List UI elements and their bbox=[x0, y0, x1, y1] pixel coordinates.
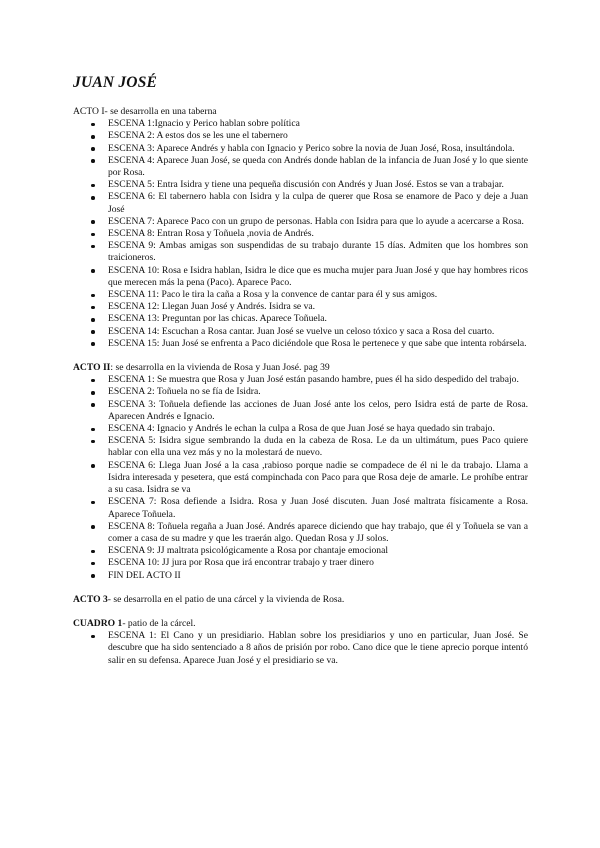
scene-item: ESCENA 3: Toñuela defiende las acciones de Juan José ante los celos, pero Isidra está de parte de Rosa. Aparecen Andrés e Ignacio. bbox=[73, 399, 528, 423]
acto-2-label: ACTO II bbox=[73, 362, 111, 374]
acto-3-label: ACTO 3 bbox=[73, 593, 108, 605]
acto-1-heading bbox=[73, 106, 528, 118]
acto-3-heading bbox=[73, 594, 528, 606]
scene-item: ESCENA 5: Entra Isidra y tiene una pequeña discusión con Andrés y Juan José. Estos se van a trabajar. bbox=[73, 179, 528, 191]
scene-item: ESCENA 4: Ignacio y Andrés le echan la culpa a Rosa de que Juan José se haya quedado sin trabajo. bbox=[73, 423, 528, 435]
scene-item: ESCENA 6: El tabernero habla con Isidra y la culpa de querer que Rosa se enamore de Paco y deje a Juan José bbox=[73, 191, 528, 215]
scene-item: ESCENA 6: Llega Juan José a la casa ,rabioso porque nadie se compadece de él ni le da trabajo. Llama a Isidra interesada y pesetera, que está compinchada con Paco para que Rosa deje de amarle. Le prohíbe entrar a su casa. Isidra se va bbox=[73, 460, 528, 497]
scene-item: ESCENA 10: JJ jura por Rosa que irá encontrar trabajo y traer dinero bbox=[73, 557, 528, 569]
cuadro-1-label: CUADRO 1 bbox=[73, 617, 123, 629]
acto-3-description: - se desarrolla en el patio de una cárcel y la vivienda de Rosa. bbox=[107, 593, 345, 605]
scene-item: ESCENA 3: Aparece Andrés y habla con Ignacio y Perico sobre la novia de Juan José, Rosa, insultándola. bbox=[73, 143, 528, 155]
scene-item: ESCENA 12: Llegan Juan José y Andrés. Isidra se va. bbox=[73, 301, 528, 313]
scene-item: ESCENA 8: Entran Rosa y Toñuela ,novia de Andrés. bbox=[73, 228, 528, 240]
scene-item: ESCENA 1: El Cano y un presidiario. Hablan sobre los presidiarios y uno en particular, Juan José. Se descubre que ha sido sentenciado a 8 años de prisión por robo. Cano dice que le tiene aprecio porque intentó salir en su defensa. Aparece Juan José y el presidiario se va. bbox=[73, 630, 528, 667]
spacer bbox=[73, 606, 528, 618]
scene-item: ESCENA 11: Paco le tira la caña a Rosa y la convence de cantar para él y sus amigos. bbox=[73, 289, 528, 301]
acto-1-description: - se desarrolla en una taberna bbox=[104, 106, 217, 117]
scene-item: ESCENA 10: Rosa e Isidra hablan, Isidra le dice que es mucha mujer para Juan José y que hay hombres ricos que merecen más la pena (Paco). Aparece Paco. bbox=[73, 265, 528, 289]
scene-item: ESCENA 4: Aparece Juan José, se queda con Andrés donde hablan de la infancia de Juan José y lo que siente por Rosa. bbox=[73, 155, 528, 179]
scene-item: ESCENA 14: Escuchan a Rosa cantar. Juan José se vuelve un celoso tóxico y saca a Rosa del cuarto. bbox=[73, 326, 528, 338]
acto-2-scene-list bbox=[73, 374, 528, 581]
cuadro-1-description: - patio de la cárcel. bbox=[122, 617, 196, 629]
scene-item: ESCENA 1:Ignacio y Perico hablan sobre política bbox=[73, 118, 528, 130]
scene-item: FIN DEL ACTO II bbox=[73, 570, 528, 582]
document-title: JUAN JOSÉ bbox=[73, 74, 158, 91]
acto-1-scene-list bbox=[73, 118, 528, 350]
scene-item: ESCENA 2: Toñuela no se fía de Isidra. bbox=[73, 386, 528, 398]
scene-item: ESCENA 8: Toñuela regaña a Juan José. Andrés aparece diciendo que hay trabajo, que él y Toñuela se van a comer a casa de su madre y que les traerán algo. Quedan Rosa y JJ solos. bbox=[73, 521, 528, 545]
acto-1-label: ACTO I bbox=[73, 106, 105, 117]
cuadro-1-heading bbox=[73, 618, 528, 630]
scene-item: ESCENA 9: JJ maltrata psicológicamente a Rosa por chantaje emocional bbox=[73, 545, 528, 557]
scene-item: ESCENA 13: Preguntan por las chicas. Aparece Toñuela. bbox=[73, 313, 528, 325]
scene-item: ESCENA 15: Juan José se enfrenta a Paco diciéndole que Rosa le pertenece y que sabe que intenta robársela. bbox=[73, 338, 528, 350]
acto-2-heading bbox=[73, 362, 528, 374]
scene-item: ESCENA 7: Aparece Paco con un grupo de personas. Habla con Isidra para que lo ayude a acercarse a Rosa. bbox=[73, 216, 528, 228]
scene-item: ESCENA 5: Isidra sigue sembrando la duda en la cabeza de Rosa. Le da un ultimátum, pues Paco quiere hablar con ella una vez más y no la molestará de nuevo. bbox=[73, 435, 528, 459]
scene-item: ESCENA 7: Rosa defiende a Isidra. Rosa y Juan José discuten. Juan José maltrata físicamente a Rosa. Aparece Toñuela. bbox=[73, 496, 528, 520]
cuadro-1-scene-list bbox=[73, 630, 528, 667]
acto-2-description: : se desarrolla en la vivienda de Rosa y Juan José. pag 39 bbox=[110, 362, 330, 374]
scene-item: ESCENA 9: Ambas amigas son suspendidas de su trabajo durante 15 días. Admiten que los hombres son traicioneros. bbox=[73, 240, 528, 264]
scene-item: ESCENA 2: A estos dos se les une el tabernero bbox=[73, 130, 528, 142]
document-page bbox=[73, 74, 528, 679]
scene-item: ESCENA 1: Se muestra que Rosa y Juan José están pasando hambre, pues él ha sido despedido del trabajo. bbox=[73, 374, 528, 386]
